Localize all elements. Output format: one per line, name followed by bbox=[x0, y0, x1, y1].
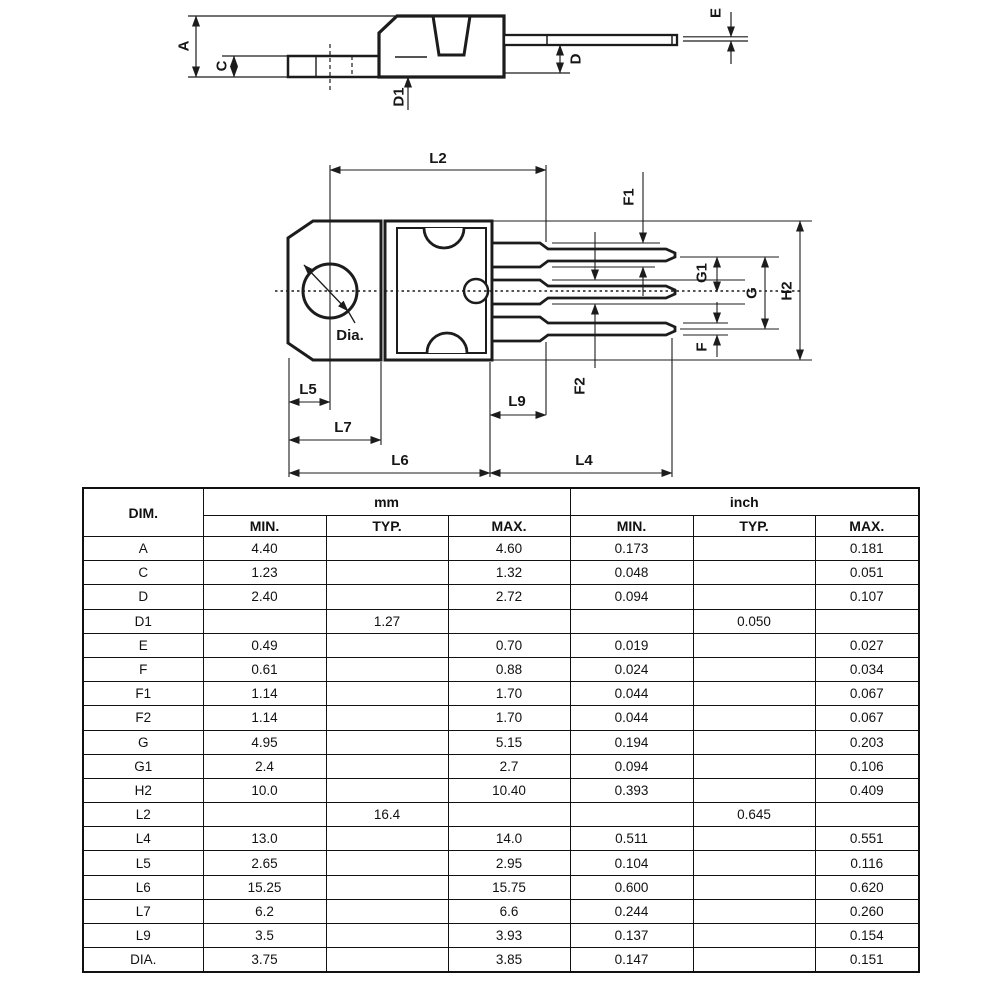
value-cell: 0.104 bbox=[570, 851, 693, 875]
dim-label-cell: L5 bbox=[83, 851, 203, 875]
table-row bbox=[83, 924, 919, 948]
table-row bbox=[83, 778, 919, 802]
value-cell: 0.88 bbox=[448, 657, 570, 681]
value-cell: 0.551 bbox=[815, 827, 919, 851]
value-cell: 1.14 bbox=[203, 706, 326, 730]
mold-recess bbox=[433, 16, 470, 55]
label-l6: L6 bbox=[391, 452, 409, 469]
side-view-shapes bbox=[288, 16, 677, 90]
value-cell: 0.49 bbox=[203, 633, 326, 657]
table-row bbox=[83, 706, 919, 730]
value-cell: 0.067 bbox=[815, 682, 919, 706]
table-row bbox=[83, 730, 919, 754]
lead-bottom bbox=[492, 317, 675, 341]
value-cell: 0.048 bbox=[570, 561, 693, 585]
table-row bbox=[83, 682, 919, 706]
value-cell: 10.0 bbox=[203, 778, 326, 802]
value-cell: 0.61 bbox=[203, 657, 326, 681]
value-cell bbox=[693, 778, 815, 802]
lead-top bbox=[492, 243, 675, 267]
value-cell bbox=[693, 537, 815, 561]
table-row bbox=[83, 609, 919, 633]
min-typ-max-header-row bbox=[83, 516, 919, 537]
value-cell: 0.094 bbox=[570, 585, 693, 609]
value-cell: 6.2 bbox=[203, 899, 326, 923]
value-cell: 0.024 bbox=[570, 657, 693, 681]
dim-label-cell: D1 bbox=[83, 609, 203, 633]
mm-typ-header: TYP. bbox=[326, 516, 448, 537]
label-d: D bbox=[567, 53, 585, 65]
label-l7: L7 bbox=[334, 419, 352, 436]
value-cell: 0.067 bbox=[815, 706, 919, 730]
value-cell: 0.409 bbox=[815, 778, 919, 802]
value-cell: 0.194 bbox=[570, 730, 693, 754]
value-cell: 2.65 bbox=[203, 851, 326, 875]
value-cell: 3.5 bbox=[203, 924, 326, 948]
value-cell bbox=[693, 682, 815, 706]
value-cell: 10.40 bbox=[448, 778, 570, 802]
value-cell: 0.173 bbox=[570, 537, 693, 561]
value-cell bbox=[326, 730, 448, 754]
dim-label-cell: L4 bbox=[83, 827, 203, 851]
label-c: C bbox=[213, 60, 231, 72]
value-cell: 0.106 bbox=[815, 754, 919, 778]
value-cell: 6.6 bbox=[448, 899, 570, 923]
value-cell: 0.051 bbox=[815, 561, 919, 585]
dim-label-cell: E bbox=[83, 633, 203, 657]
label-d1: D1 bbox=[390, 87, 408, 107]
value-cell: 0.116 bbox=[815, 851, 919, 875]
value-cell: 0.181 bbox=[815, 537, 919, 561]
value-cell bbox=[326, 899, 448, 923]
value-cell bbox=[326, 924, 448, 948]
label-g1: G1 bbox=[693, 262, 711, 284]
table-row bbox=[83, 851, 919, 875]
inch-max-header: MAX. bbox=[815, 516, 919, 537]
package-mechanical-drawing bbox=[0, 0, 1000, 487]
value-cell bbox=[693, 633, 815, 657]
dim-label-cell: F1 bbox=[83, 682, 203, 706]
value-cell: 5.15 bbox=[448, 730, 570, 754]
value-cell bbox=[326, 778, 448, 802]
label-l4: L4 bbox=[575, 452, 593, 469]
label-dia: Dia. bbox=[336, 327, 364, 344]
value-cell bbox=[326, 682, 448, 706]
label-f1: F1 bbox=[620, 188, 638, 206]
value-cell: 0.044 bbox=[570, 706, 693, 730]
value-cell bbox=[693, 585, 815, 609]
value-cell: 0.600 bbox=[570, 875, 693, 899]
dim-label-cell: L9 bbox=[83, 924, 203, 948]
dim-label-cell: C bbox=[83, 561, 203, 585]
dim-label-cell: G bbox=[83, 730, 203, 754]
unit-header-row bbox=[83, 488, 919, 516]
value-cell: 2.7 bbox=[448, 754, 570, 778]
dim-label-cell: DIA. bbox=[83, 948, 203, 973]
lead-middle bbox=[492, 280, 675, 304]
dim-label-cell: H2 bbox=[83, 778, 203, 802]
value-cell bbox=[570, 609, 693, 633]
value-cell: 1.14 bbox=[203, 682, 326, 706]
dim-label-cell: L7 bbox=[83, 899, 203, 923]
dim-label-cell: F bbox=[83, 657, 203, 681]
label-g: G bbox=[743, 287, 761, 299]
value-cell: 4.40 bbox=[203, 537, 326, 561]
value-cell bbox=[326, 827, 448, 851]
table-row bbox=[83, 754, 919, 778]
value-cell: 1.32 bbox=[448, 561, 570, 585]
value-cell: 0.154 bbox=[815, 924, 919, 948]
value-cell: 3.75 bbox=[203, 948, 326, 973]
table-row bbox=[83, 827, 919, 851]
value-cell: 0.620 bbox=[815, 875, 919, 899]
label-a: A bbox=[175, 40, 193, 52]
label-e: E bbox=[707, 7, 725, 19]
value-cell bbox=[693, 657, 815, 681]
value-cell bbox=[326, 537, 448, 561]
value-cell: 0.244 bbox=[570, 899, 693, 923]
dim-label-cell: L6 bbox=[83, 875, 203, 899]
value-cell bbox=[693, 561, 815, 585]
dim-label-cell: D bbox=[83, 585, 203, 609]
value-cell: 0.511 bbox=[570, 827, 693, 851]
value-cell: 1.27 bbox=[326, 609, 448, 633]
table-row bbox=[83, 537, 919, 561]
value-cell bbox=[570, 803, 693, 827]
value-cell: 0.70 bbox=[448, 633, 570, 657]
value-cell: 2.4 bbox=[203, 754, 326, 778]
mounting-tab-side bbox=[288, 56, 379, 77]
dim-column-header: DIM. bbox=[83, 488, 203, 537]
table-row bbox=[83, 899, 919, 923]
side-view bbox=[175, 8, 748, 110]
value-cell bbox=[326, 754, 448, 778]
value-cell bbox=[203, 803, 326, 827]
value-cell bbox=[203, 609, 326, 633]
value-cell bbox=[693, 730, 815, 754]
value-cell: 16.4 bbox=[326, 803, 448, 827]
value-cell: 0.027 bbox=[815, 633, 919, 657]
value-cell: 0.645 bbox=[693, 803, 815, 827]
dimensions-table-body bbox=[83, 537, 919, 973]
label-l5: L5 bbox=[299, 381, 317, 398]
table-row bbox=[83, 657, 919, 681]
value-cell bbox=[326, 585, 448, 609]
value-cell: 0.107 bbox=[815, 585, 919, 609]
value-cell bbox=[448, 609, 570, 633]
inch-min-header: MIN. bbox=[570, 516, 693, 537]
value-cell bbox=[693, 924, 815, 948]
value-cell: 0.094 bbox=[570, 754, 693, 778]
value-cell bbox=[326, 561, 448, 585]
value-cell: 2.95 bbox=[448, 851, 570, 875]
dim-label-cell: G1 bbox=[83, 754, 203, 778]
value-cell bbox=[693, 754, 815, 778]
value-cell: 14.0 bbox=[448, 827, 570, 851]
value-cell: 2.72 bbox=[448, 585, 570, 609]
value-cell bbox=[326, 851, 448, 875]
value-cell: 1.23 bbox=[203, 561, 326, 585]
value-cell bbox=[693, 706, 815, 730]
value-cell bbox=[693, 875, 815, 899]
value-cell bbox=[815, 609, 919, 633]
label-l2: L2 bbox=[429, 150, 447, 167]
table-row bbox=[83, 875, 919, 899]
label-l9: L9 bbox=[508, 393, 526, 410]
value-cell: 0.151 bbox=[815, 948, 919, 973]
value-cell: 4.95 bbox=[203, 730, 326, 754]
value-cell: 0.260 bbox=[815, 899, 919, 923]
dimensions-table bbox=[82, 487, 920, 973]
value-cell: 15.25 bbox=[203, 875, 326, 899]
value-cell: 0.044 bbox=[570, 682, 693, 706]
label-f2: F2 bbox=[571, 377, 589, 395]
mm-min-header: MIN. bbox=[203, 516, 326, 537]
value-cell bbox=[326, 875, 448, 899]
dim-label-cell: A bbox=[83, 537, 203, 561]
front-view bbox=[275, 150, 812, 477]
value-cell bbox=[693, 827, 815, 851]
label-h2: H2 bbox=[778, 281, 796, 301]
inch-typ-header: TYP. bbox=[693, 516, 815, 537]
value-cell: 3.93 bbox=[448, 924, 570, 948]
lead-side bbox=[504, 35, 677, 45]
value-cell bbox=[326, 657, 448, 681]
value-cell: 0.137 bbox=[570, 924, 693, 948]
value-cell bbox=[326, 706, 448, 730]
value-cell: 15.75 bbox=[448, 875, 570, 899]
dim-label-cell: F2 bbox=[83, 706, 203, 730]
value-cell: 0.050 bbox=[693, 609, 815, 633]
value-cell: 2.40 bbox=[203, 585, 326, 609]
label-f: F bbox=[693, 342, 711, 352]
value-cell bbox=[815, 803, 919, 827]
value-cell: 4.60 bbox=[448, 537, 570, 561]
value-cell bbox=[693, 851, 815, 875]
mm-group-header: mm bbox=[203, 488, 570, 516]
value-cell bbox=[448, 803, 570, 827]
value-cell: 0.147 bbox=[570, 948, 693, 973]
value-cell bbox=[693, 899, 815, 923]
value-cell: 13.0 bbox=[203, 827, 326, 851]
table-row bbox=[83, 803, 919, 827]
value-cell: 3.85 bbox=[448, 948, 570, 973]
value-cell bbox=[693, 948, 815, 973]
value-cell bbox=[326, 948, 448, 973]
inch-group-header: inch bbox=[570, 488, 919, 516]
value-cell: 0.203 bbox=[815, 730, 919, 754]
value-cell: 0.393 bbox=[570, 778, 693, 802]
table-row bbox=[83, 633, 919, 657]
table-row bbox=[83, 561, 919, 585]
dim-label-cell: L2 bbox=[83, 803, 203, 827]
value-cell: 0.034 bbox=[815, 657, 919, 681]
mm-max-header: MAX. bbox=[448, 516, 570, 537]
value-cell: 1.70 bbox=[448, 682, 570, 706]
value-cell: 0.019 bbox=[570, 633, 693, 657]
table-row bbox=[83, 585, 919, 609]
value-cell bbox=[326, 633, 448, 657]
table-row bbox=[83, 948, 919, 973]
value-cell: 1.70 bbox=[448, 706, 570, 730]
